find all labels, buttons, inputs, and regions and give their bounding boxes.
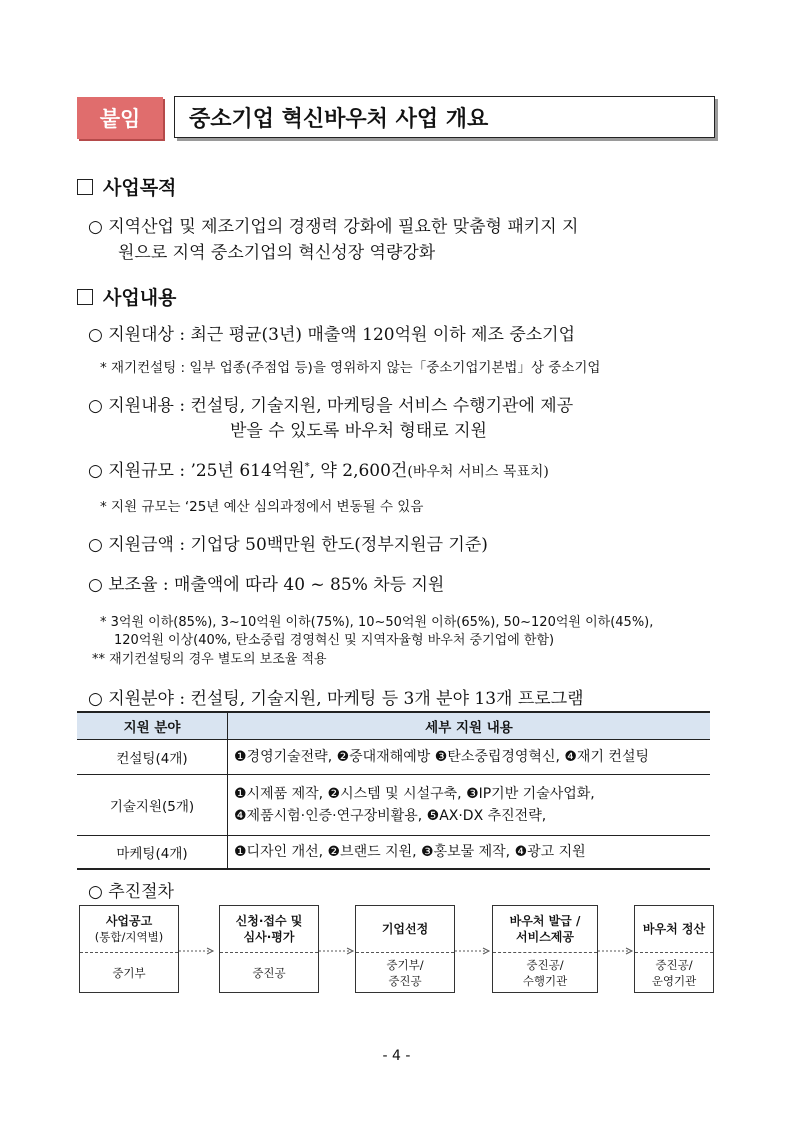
ratio-line: ○ 보조율 : 매출액에 따라 40 ~ 85% 차등 지원 — [88, 575, 445, 595]
step-title: 신청·접수 및 — [235, 914, 303, 928]
field-cell: 기술지원(5개) — [77, 775, 228, 836]
content-heading-text: 사업내용 — [103, 287, 177, 309]
purpose-heading — [77, 173, 176, 200]
ratio-note-1: * 3억원 이하(85%), 3~10억원 이하(75%), 10~50억원 이하(65%), 50~120억원 이하(45%), — [100, 615, 654, 630]
ratio-note-3: ** 재기컨설팅의 경우 별도의 보조율 적용 — [92, 652, 327, 667]
support-line-1: ○ 지원내용 : 컨설팅, 기술지원, 마케팅을 서비스 수행기관에 제공 — [88, 396, 574, 416]
detail-cell — [228, 775, 711, 836]
content-heading — [77, 283, 176, 310]
step-org: 수행기관 — [522, 974, 568, 988]
attachment-tag: 붙임 — [77, 97, 163, 139]
ratio-note-2: 120억원 이상(40%, 탄소중립 경영혁신 및 지역자율형 바우처 중기업에 한함) — [114, 633, 555, 648]
arrow-right-icon — [598, 946, 634, 956]
step-title: 사업공고 — [105, 914, 153, 928]
detail-line: ❶시제품 제작, ❷시스템 및 시설구축, ❸IP기반 기술사업화, — [234, 786, 595, 802]
page-number: - 4 - — [382, 1048, 411, 1064]
support-fields-table — [77, 711, 710, 870]
arrow-right-icon — [319, 946, 355, 956]
detail-line: ❶경영기술전략, ❷중대재해예방 ❸탄소중립경영혁신, ❹재기 컨설팅 — [234, 749, 650, 765]
scale-count: , 약 2,600건 — [309, 461, 408, 481]
amount-line: ○ 지원금액 : 기업당 50백만원 한도(정부지원금 기준) — [88, 535, 488, 555]
arrow-right-icon — [179, 946, 215, 956]
step-org: 중진공/ — [526, 958, 564, 972]
step-title: 바우처 정산 — [642, 922, 706, 936]
purpose-line-2: 원으로 지역 중소기업의 혁신성장 역량강화 — [118, 243, 436, 263]
scale-footnote-mark: * — [304, 461, 310, 473]
table-row — [77, 836, 710, 870]
step-org: 중진공/ — [655, 958, 693, 972]
step-org: 운영기관 — [651, 974, 697, 988]
detail-cell — [228, 740, 711, 775]
process-step-settlement — [634, 905, 714, 993]
step-org: 중진공 — [252, 966, 286, 980]
table-header-detail: 세부 지원 내용 — [228, 712, 711, 740]
scale-note: * 지원 규모는 ‘25년 예산 심의과정에서 변동될 수 있음 — [100, 499, 424, 515]
table-row — [77, 775, 710, 836]
field-cell: 컨설팅(4개) — [77, 740, 228, 775]
scale-line — [88, 456, 549, 481]
scale-target-note: (바우처 서비스 목표치) — [407, 464, 549, 480]
field-cell: 마케팅(4개) — [77, 836, 228, 870]
step-title: 기업선정 — [381, 922, 429, 936]
target-note: * 재기컨설팅 : 일부 업종(주점업 등)을 영위하지 않는「중소기업기본법」상 중소기업 — [100, 360, 601, 376]
step-subtitle: (통합/지역별) — [94, 930, 164, 944]
step-org: 중기부 — [112, 966, 146, 980]
target-line: ○ 지원대상 : 최근 평균(3년) 매출액 120억원 이하 제조 중소기업 — [88, 325, 576, 345]
process-heading: ○ 추진절차 — [88, 882, 174, 902]
support-line-2: 받을 수 있도록 바우처 형태로 지원 — [230, 421, 487, 441]
detail-cell — [228, 836, 711, 870]
fields-line: ○ 지원분야 : 컨설팅, 기술지원, 마케팅 등 3개 분야 13개 프로그램 — [88, 689, 584, 709]
scale-text: ○ 지원규모 : ’25년 614억원 — [88, 461, 305, 481]
purpose-line-1: ○ 지역산업 및 제조기업의 경쟁력 강화에 필요한 맞춤형 패키지 지 — [88, 217, 579, 237]
table-header-field: 지원 분야 — [77, 712, 228, 740]
detail-line: ❶디자인 개선, ❷브랜드 지원, ❸홍보물 제작, ❹광고 지원 — [234, 844, 586, 860]
checkbox-square-icon — [77, 179, 93, 195]
step-title: 바우처 발급 / — [509, 914, 581, 928]
process-step-selection — [355, 905, 455, 993]
step-org: 중진공 — [388, 974, 422, 988]
table-row — [77, 740, 710, 775]
process-step-voucher-issue — [492, 905, 598, 993]
page-title: 중소기업 혁신바우처 사업 개요 — [174, 96, 715, 138]
step-subtitle: 심사·평가 — [243, 930, 295, 944]
arrow-right-icon — [455, 946, 491, 956]
process-step-application — [219, 905, 319, 993]
checkbox-square-icon — [77, 289, 93, 305]
step-org: 중기부/ — [386, 958, 424, 972]
process-step-announcement — [79, 905, 179, 993]
purpose-heading-text: 사업목적 — [103, 177, 177, 199]
table-header-row — [77, 712, 710, 740]
step-subtitle: 서비스제공 — [516, 930, 574, 944]
detail-line: ❹제품시험·인증·연구장비활용, ❺AX·DX 추진전략, — [234, 808, 547, 824]
